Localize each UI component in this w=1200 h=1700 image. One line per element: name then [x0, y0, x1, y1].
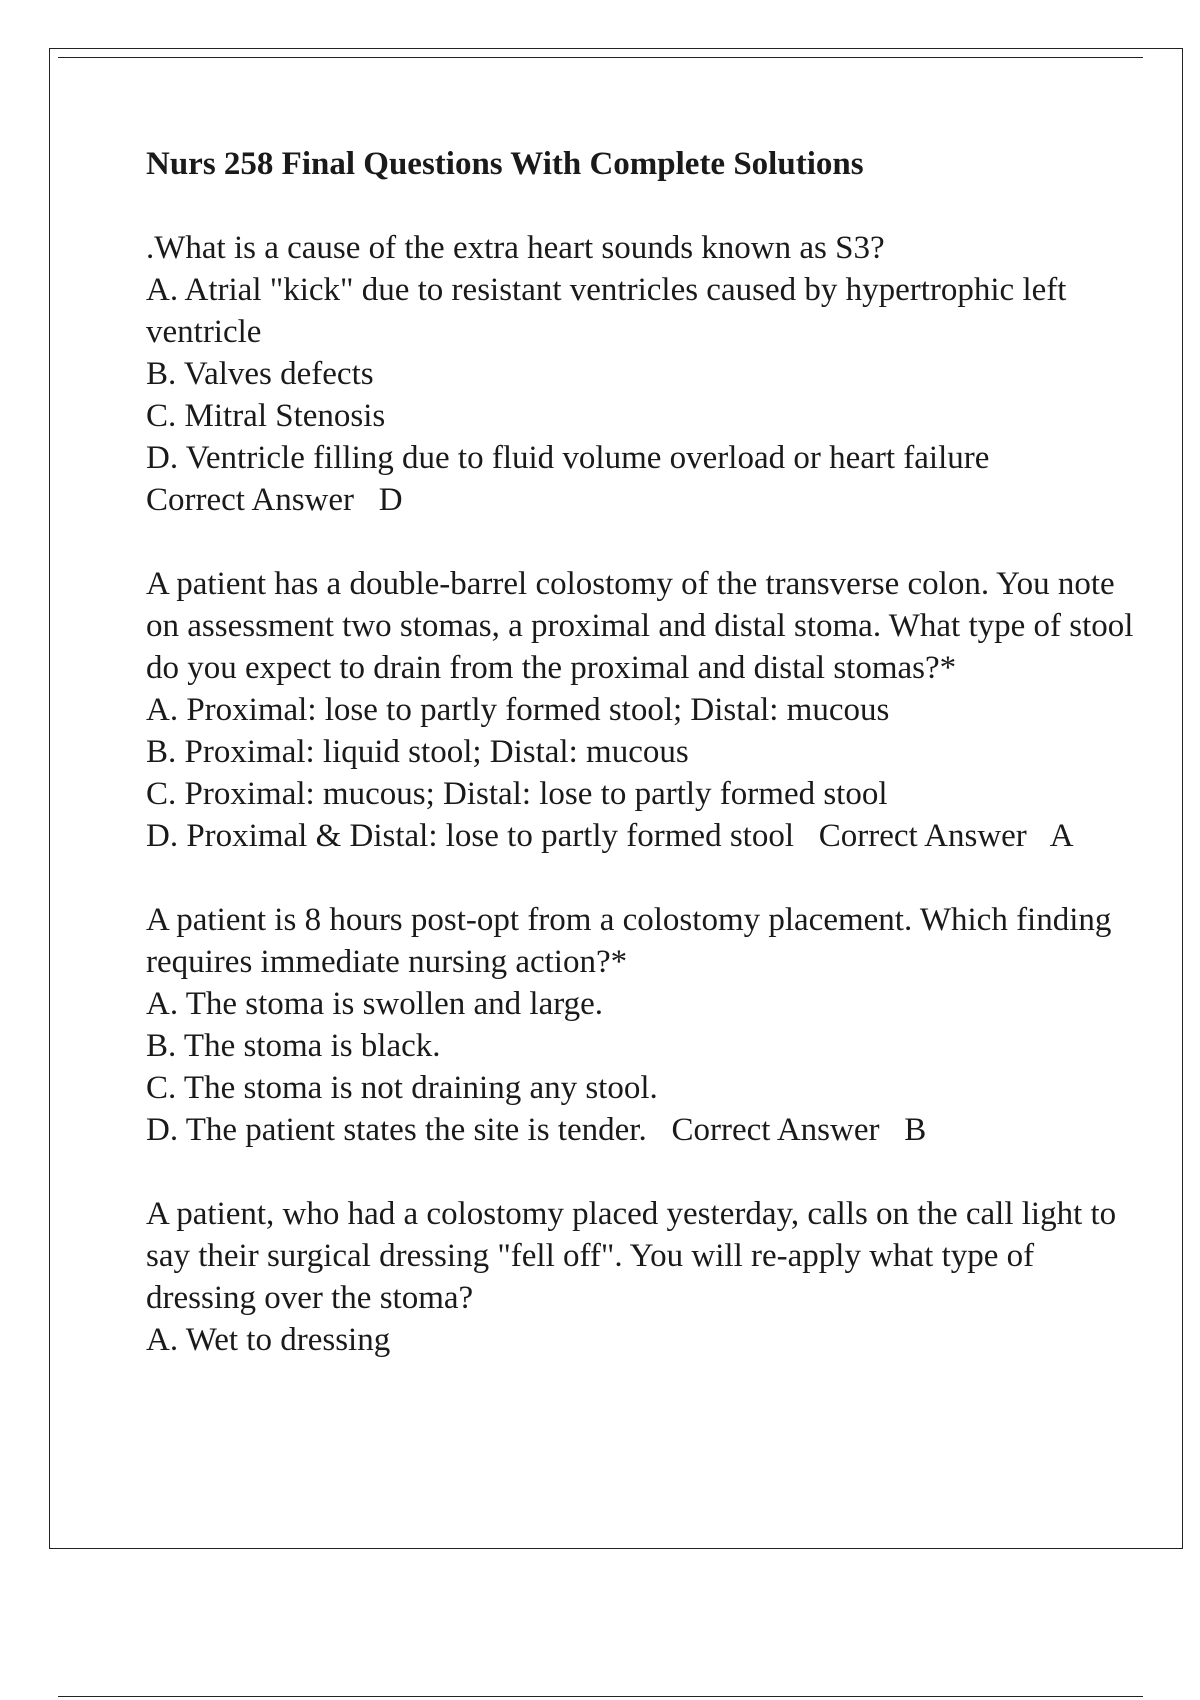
- question-block: [146, 563, 1146, 857]
- option-d: D. Ventricle filling due to fluid volume overload or heart failure: [146, 440, 990, 476]
- option-a: A. Atrial "kick" due to resistant ventricles caused by hypertrophic left ventricle: [146, 272, 1067, 350]
- document-title: Nurs 258 Final Questions With Complete Solutions: [146, 146, 864, 182]
- option-c: C. The stoma is not draining any stool.: [146, 1070, 658, 1106]
- correct-answer: Correct Answer D: [146, 482, 403, 518]
- correct-answer: Correct Answer B: [671, 1112, 927, 1148]
- question-block: [146, 1193, 1146, 1361]
- option-d-with-answer: [146, 815, 1146, 857]
- option-a: A. Wet to dressing: [146, 1322, 391, 1358]
- option-d: D. The patient states the site is tender.: [146, 1112, 647, 1148]
- correct-answer: Correct Answer A: [818, 818, 1074, 854]
- question-block: [146, 899, 1146, 1151]
- option-d: D. Proximal & Distal: lose to partly formed stool: [146, 818, 795, 854]
- option-b: B. The stoma is black.: [146, 1028, 441, 1064]
- question-text: A patient has a double-barrel colostomy of the transverse colon. You note on assessment two stomas, a proximal and distal stoma. What type of stool do you expect to drain from the proximal and distal stomas?*: [146, 566, 1134, 686]
- option-a: A. Proximal: lose to partly formed stool; Distal: mucous: [146, 692, 890, 728]
- option-a: A. The stoma is swollen and large.: [146, 986, 604, 1022]
- question-block: [146, 227, 1146, 521]
- question-text: A patient, who had a colostomy placed yesterday, calls on the call light to say their surgical dressing "fell off". You will re-apply what type of dressing over the stoma?: [146, 1196, 1117, 1316]
- footer-rule: [58, 1696, 1143, 1697]
- option-b: B. Proximal: liquid stool; Distal: mucous: [146, 734, 689, 770]
- option-c: C. Proximal: mucous; Distal: lose to partly formed stool: [146, 776, 888, 812]
- option-d-with-answer: [146, 1109, 1146, 1151]
- question-text: .What is a cause of the extra heart sounds known as S3?: [146, 230, 885, 266]
- document-body: [146, 143, 1146, 1403]
- question-text: A patient is 8 hours post-opt from a colostomy placement. Which finding requires immediate nursing action?*: [146, 902, 1112, 980]
- header-rule: [58, 57, 1143, 58]
- option-b: B. Valves defects: [146, 356, 374, 392]
- option-c: C. Mitral Stenosis: [146, 398, 386, 434]
